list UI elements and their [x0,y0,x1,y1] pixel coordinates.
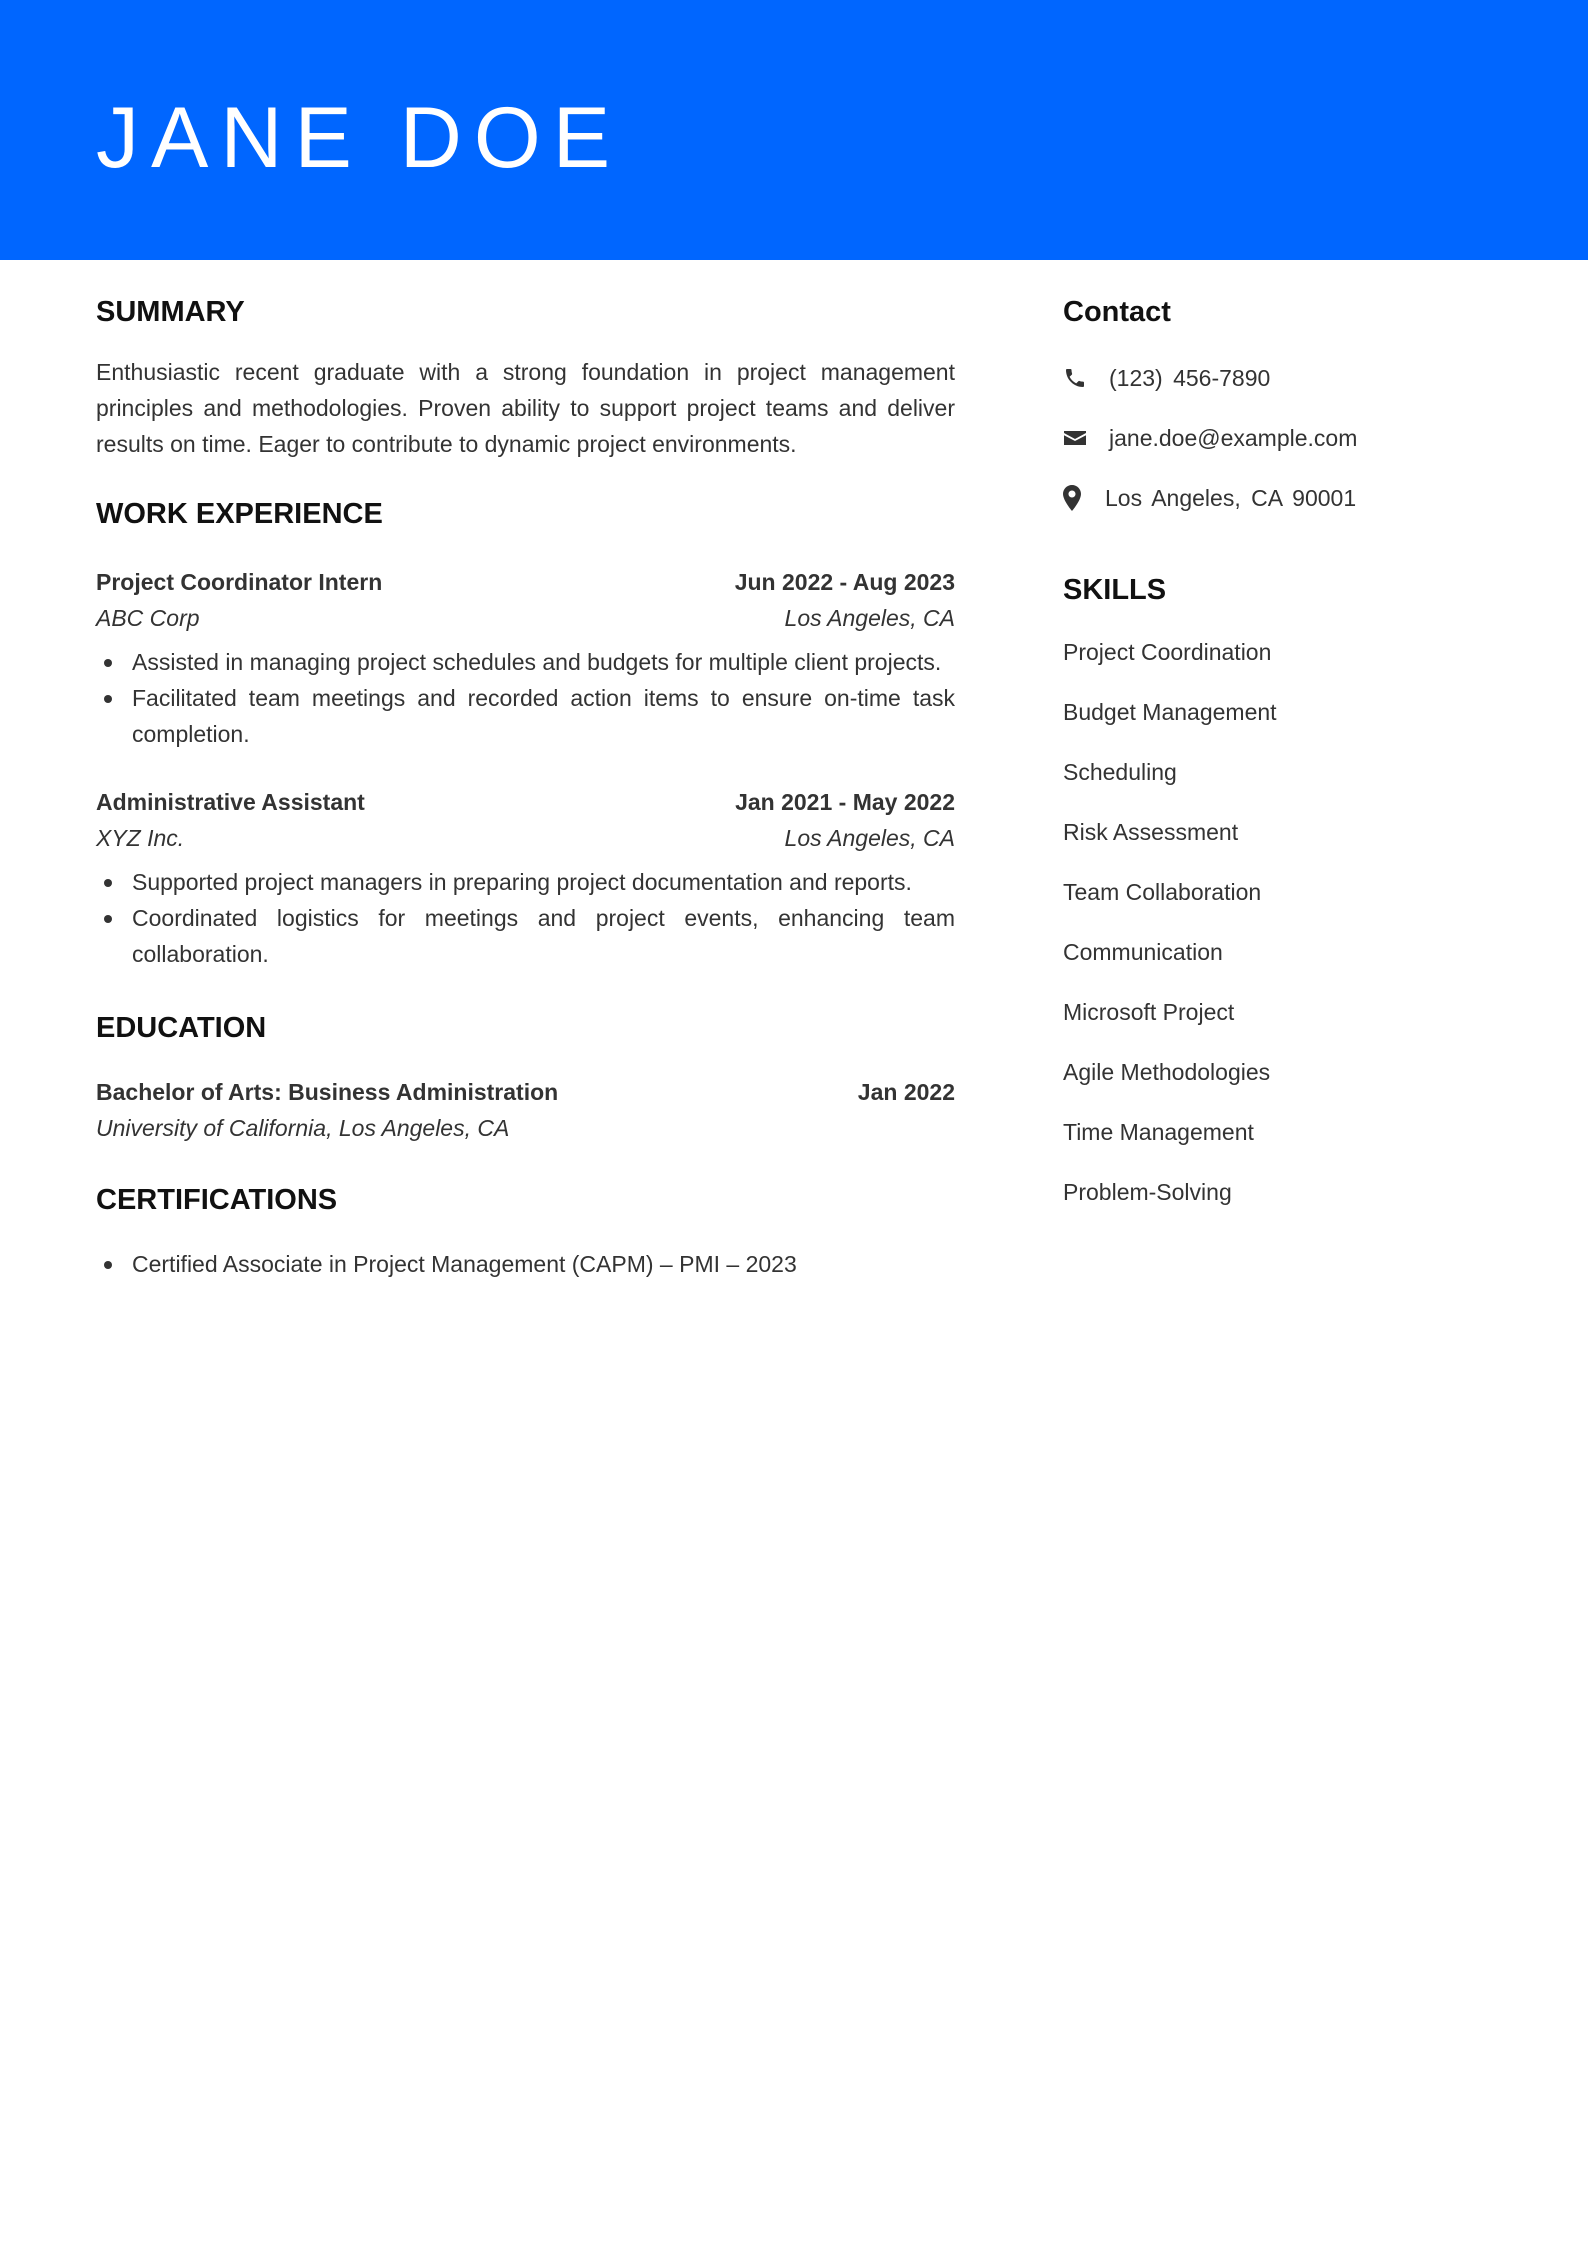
summary-heading: SUMMARY [96,296,245,328]
skill-item: Agile Methodologies [1063,1059,1271,1085]
certifications-heading: CERTIFICATIONS [96,1184,338,1216]
skill-item: Communication [1063,939,1223,965]
contact-heading: Contact [1063,296,1171,328]
job-entry [96,564,955,752]
skill-item: Risk Assessment [1063,819,1239,845]
bullet-dot [104,915,112,923]
education-entry [96,1074,955,1146]
experience-section [96,494,955,972]
job-bullets [96,644,955,752]
contact-email [1063,422,1503,454]
candidate-name: JANE DOE [96,90,623,186]
summary-section [96,292,955,462]
summary-text: Enthusiastic recent graduate with a strong foundation in project management principles and methodologies. Proven ability to support project teams and deliver results on time. Eager to contribute to dynamic project environments. [96,359,955,457]
job-title: Project Coordinator Intern [96,569,383,595]
skill-item: Time Management [1063,1119,1254,1145]
bullet-dot [104,879,112,887]
degree: Bachelor of Arts: Business Administration [96,1079,559,1105]
main-column [96,292,955,1282]
job-title: Administrative Assistant [96,789,365,815]
job-bullets [96,864,955,972]
sidebar-column [1063,292,1503,1208]
skill-item: Budget Management [1063,699,1277,725]
phone-icon [1063,364,1091,392]
job-dates: Jun 2022 - Aug 2023 [734,569,955,595]
job-entry [96,784,955,972]
skill-item: Microsoft Project [1063,999,1235,1025]
bullet-item [96,900,955,972]
bullet-dot [104,695,112,703]
skills-section [1063,570,1503,1208]
job-location: Los Angeles, CA [784,605,955,631]
location-text: Los Angeles, CA 90001 [1105,485,1357,511]
education-heading: EDUCATION [96,1012,267,1044]
job-company: ABC Corp [96,605,200,631]
map-pin-icon [1063,484,1085,512]
skills-heading: SKILLS [1063,574,1167,606]
header-banner [0,0,1588,260]
bullet-item [96,644,955,680]
bullet-item [96,864,955,900]
job-location: Los Angeles, CA [784,825,955,851]
bullet-text: Facilitated team meetings and recorded action items to ensure on-time task completion. [132,685,955,747]
graduation-date: Jan 2022 [857,1079,955,1105]
job-company: XYZ Inc. [96,825,185,851]
skill-item: Problem-Solving [1063,1179,1232,1205]
skill-item: Scheduling [1063,759,1177,785]
certification-list [96,1246,955,1282]
contact-location [1063,482,1503,514]
bullet-text: Coordinated logistics for meetings and project events, enhancing team collaboration. [132,905,955,967]
certification-item [96,1246,955,1282]
bullet-text: Assisted in managing project schedules and budgets for multiple client projects. [132,649,942,675]
contact-section [1063,292,1503,514]
experience-heading: WORK EXPERIENCE [96,498,383,530]
bullet-item [96,680,955,752]
certifications-section [96,1180,955,1282]
contact-phone [1063,362,1503,394]
education-section [96,1008,955,1146]
bullet-dot [104,659,112,667]
envelope-icon [1063,424,1091,452]
job-dates: Jan 2021 - May 2022 [735,789,955,815]
school: University of California, Los Angeles, CA [96,1115,510,1141]
skill-item: Project Coordination [1063,639,1272,665]
bullet-dot [104,1261,112,1269]
email-address[interactable]: jane.doe@example.com [1109,425,1358,451]
skill-item: Team Collaboration [1063,879,1262,905]
certification-text: Certified Associate in Project Management (CAPM) – PMI – 2023 [132,1251,797,1277]
bullet-text: Supported project managers in preparing project documentation and reports. [132,869,912,895]
phone-number[interactable]: (123) 456-7890 [1109,365,1271,391]
